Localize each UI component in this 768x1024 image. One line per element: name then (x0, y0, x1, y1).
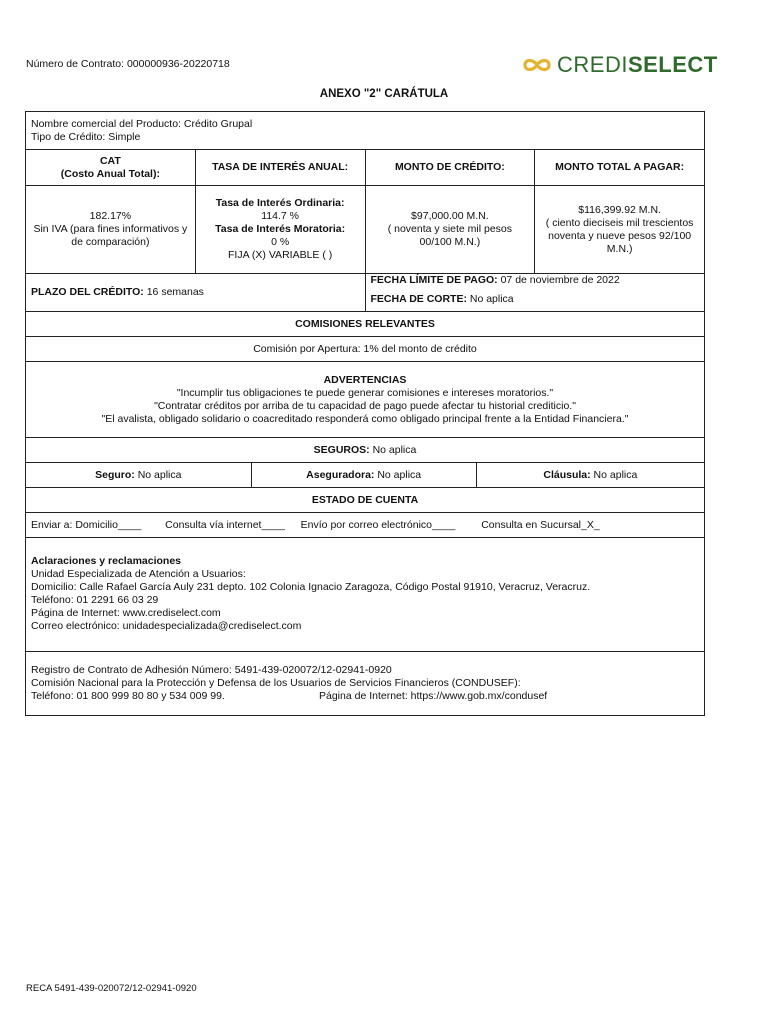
insurance-details-row (26, 463, 705, 488)
commissions-heading-row (26, 312, 705, 337)
total-header: MONTO TOTAL A PAGAR: (535, 150, 705, 186)
clarifications-heading: Aclaraciones y reclamaciones (31, 555, 182, 567)
insurance-heading-label: SEGUROS: (313, 443, 370, 456)
product-row (26, 112, 705, 150)
statement-options-cell (26, 513, 705, 538)
total-value-cell (535, 186, 705, 274)
clarifications-line: Unidad Especializada de Atención a Usuarios: (31, 568, 246, 580)
rate-header: TASA DE INTERÉS ANUAL: (195, 150, 365, 186)
due-date (371, 274, 700, 287)
insurance-cell (26, 463, 251, 487)
registry-number: Registro de Contrato de Adhesión Número: 5491-439-020072/12-02941-0920 (31, 664, 392, 676)
logo-text-light: CREDI (557, 52, 628, 77)
total-words: ( ciento dieciseis mil trescientos noventa y nueve pesos 92/100 M.N.) (545, 216, 694, 255)
ordinary-rate-value: 114.7 % (261, 210, 299, 222)
insurer-label: Aseguradora: (306, 468, 375, 481)
header-row (26, 150, 705, 186)
document-title: ANEXO "2" CARÁTULA (319, 88, 449, 100)
rate-type: FIJA (X) VARIABLE ( ) (228, 249, 333, 261)
product-cell (26, 112, 705, 150)
clarifications-cell (26, 538, 705, 652)
insurer-cell (251, 463, 476, 487)
condusef-contact (31, 690, 699, 703)
commissions-heading: COMISIONES RELEVANTES (26, 312, 705, 337)
cat-header (26, 150, 196, 186)
statement-heading-row (26, 488, 705, 513)
infinity-logo-icon (522, 57, 552, 73)
clarifications-row (26, 538, 705, 652)
clause-value: No aplica (593, 468, 638, 481)
due-date-label: FECHA LÍMITE DE PAGO: (370, 274, 498, 286)
warning-line: "Incumplir tus obligaciones te puede generar comisiones e intereses moratorios." (176, 386, 554, 399)
insurance-subtable (26, 463, 704, 487)
cut-date-value: No aplica (469, 293, 514, 305)
condusef-website: Página de Internet: https://www.gob.mx/condusef (319, 690, 548, 702)
term-row (26, 274, 705, 312)
insurance-label: Seguro: (95, 468, 135, 481)
term-label: PLAZO DEL CRÉDITO: (31, 286, 144, 298)
insurance-heading (26, 438, 705, 463)
product-name: Nombre comercial del Producto: Crédito Grupal (31, 117, 253, 130)
insurance-details-cell (26, 463, 705, 488)
insurance-value: No aplica (137, 468, 182, 481)
caratula-table (25, 111, 705, 716)
cat-sublabel: (Costo Anual Total): (60, 167, 160, 180)
clause-cell (476, 463, 704, 487)
insurance-heading-value: No aplica (372, 443, 417, 456)
insurer-value: No aplica (377, 468, 422, 481)
moratory-rate-value: 0 % (271, 236, 290, 248)
due-date-value: 07 de noviembre de 2022 (500, 274, 620, 286)
warnings-row (26, 362, 705, 438)
condusef-name: Comisión Nacional para la Protección y Defensa de los Usuarios de Servicios Financieros (CONDUSEF): (31, 677, 521, 689)
statement-options-row (26, 513, 705, 538)
clarifications-phone: Teléfono: 01 2291 66 03 29 (31, 594, 159, 606)
cat-value-cell (26, 186, 196, 274)
cat-note: Sin IVA (para fines informativos y de comparación) (33, 223, 188, 248)
term-value: 16 semanas (146, 286, 204, 298)
dates-cell (365, 274, 705, 312)
logo-wordmark (557, 50, 718, 80)
clause-label: Cláusula: (543, 468, 591, 481)
registry-cell (26, 652, 705, 716)
statement-option-internet: Consulta vía internet____ (165, 518, 285, 531)
insurance-heading-row (26, 438, 705, 463)
amount-value: $97,000.00 M.N. (411, 210, 489, 222)
registry-row (26, 652, 705, 716)
amount-header: MONTO DE CRÉDITO: (365, 150, 535, 186)
rate-value-cell (195, 186, 365, 274)
contract-number: Número de Contrato: 000000936-20220718 (26, 58, 230, 70)
statement-option-email: Envío por correo electrónico____ (300, 518, 456, 531)
clarifications-address: Domicilio: Calle Rafael García Auly 231 depto. 102 Colonia Ignacio Zaragoza, Código Postal 91910, Veracruz, Veracruz. (31, 581, 591, 593)
total-value: $116,399.92 M.N. (578, 203, 661, 216)
condusef-phone: Teléfono: 01 800 999 80 80 y 534 009 99. (31, 690, 225, 702)
moratory-rate-label: Tasa de Interés Moratoria: (215, 223, 346, 235)
warning-line: "El avalista, obligado solidario o coacreditado responderá como obligado principal frente a la Entidad Financiera." (101, 412, 629, 425)
commission-opening: Comisión por Apertura: 1% del monto de crédito (26, 337, 705, 362)
cat-label: CAT (99, 154, 121, 167)
commissions-row (26, 337, 705, 362)
ordinary-rate-label: Tasa de Interés Ordinaria: (215, 197, 345, 209)
statement-option-home: Enviar a: Domicilio____ (31, 518, 142, 531)
statement-heading: ESTADO DE CUENTA (26, 488, 705, 513)
warnings-heading: ADVERTENCIAS (323, 373, 407, 386)
crediselect-logo (522, 50, 718, 80)
warnings-cell (26, 362, 705, 438)
values-row (26, 186, 705, 274)
cut-date (371, 293, 700, 306)
reca-footer: RECA 5491-439-020072/12-02941-0920 (26, 983, 197, 994)
term-cell (26, 274, 366, 312)
cut-date-label: FECHA DE CORTE: (370, 293, 467, 305)
statement-option-branch: Consulta en Sucursal_X_ (481, 518, 600, 531)
clarifications-website: Página de Internet: www.crediselect.com (31, 607, 221, 619)
cat-value: 182.17% (89, 210, 132, 222)
amount-value-cell (365, 186, 535, 274)
warning-line: "Contratar créditos por arriba de tu capacidad de pago puede afectar tu historial crediticio." (154, 399, 576, 412)
credit-type: Tipo de Crédito: Simple (31, 130, 141, 143)
amount-words: ( noventa y siete mil pesos 00/100 M.N.) (387, 223, 513, 248)
clarifications-email: Correo electrónico: unidadespecializada@crediselect.com (31, 620, 302, 632)
logo-text-bold: SELECT (627, 52, 718, 77)
